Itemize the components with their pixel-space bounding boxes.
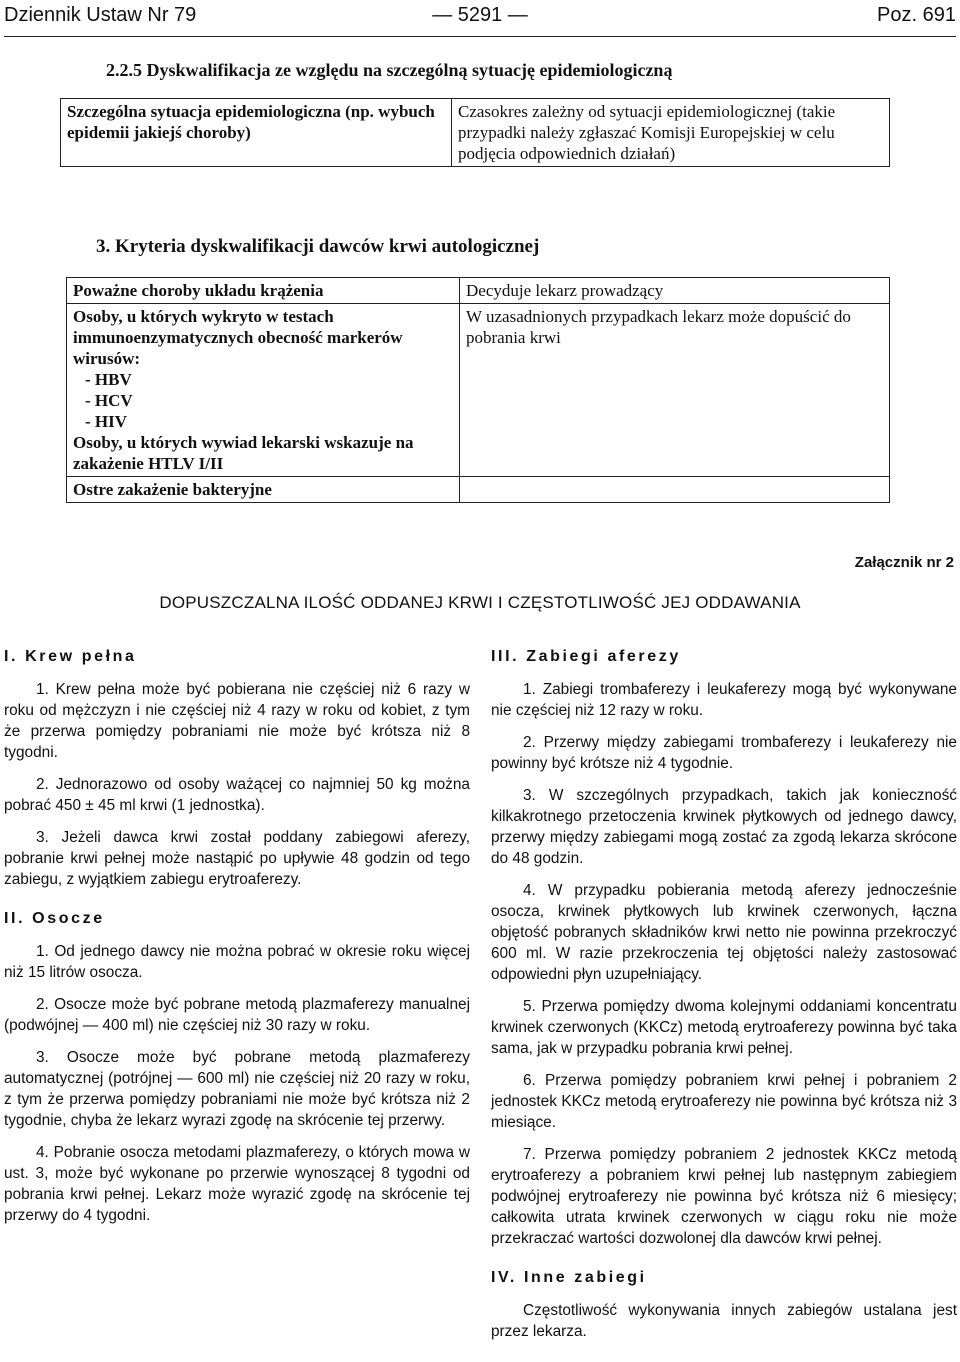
left-column (4, 646, 470, 1237)
table-cell: Szczególna sytuacja epidemiologiczna (np. wybuch epidemii jakiejś choroby) (61, 99, 452, 167)
table-cell: Poważne choroby układu krążenia (67, 278, 460, 304)
section-heading: I. Krew pełna (4, 648, 137, 665)
paragraph: 3. W szczególnych przypadkach, takich jak konieczność kilkakrotnego przetoczenia krwinek płytkowych od jednego dawcy, przerwy między zabiegami mogą zostać za zgodą lekarza skrócone do 48 godzin. (491, 787, 957, 867)
table-cell: Ostre zakażenie bakteryjne (67, 477, 460, 503)
paragraph: 2. Osocze może być pobrane metodą plazmaferezy manualnej (podwójnej — 400 ml) nie częściej niż 30 razy w roku. (4, 996, 470, 1034)
section-heading: II. Osocze (4, 910, 105, 927)
table-row (61, 99, 890, 167)
journal-name: Dziennik Ustaw Nr 79 (4, 4, 197, 26)
paragraph: 5. Przerwa pomiędzy dwoma kolejnymi oddaniami koncentratu krwinek czerwonych (KKCz) metodą erytroaferezy powinna być taka sama, jak w przypadku pobrania krwi pełnej. (491, 998, 957, 1057)
table-cell (67, 304, 460, 477)
table-row (67, 304, 890, 477)
section-3-title: 3. Kryteria dyskwalifikacji dawców krwi autologicznej (96, 236, 540, 257)
paragraph: 6. Przerwa pomiędzy pobraniem krwi pełnej i pobraniem 2 jednostek KKCz metodą erytroaferezy nie powinna być krótsza niż 3 miesiące. (491, 1072, 957, 1131)
paragraph: 3. Osocze może być pobrane metodą plazmaferezy automatycznej (potrójnej — 600 ml) nie częściej niż 20 razy w roku, z tym że przerwa pomiędzy pobraniami nie może być krótsza niż 2 tygodnie, chyba że lekarz wyrazi zgodę na skrócenie tej przerwy. (4, 1049, 470, 1129)
position-number: Poz. 691 (877, 4, 956, 26)
cell-line: Osoby, u których wywiad lekarski wskazuje na zakażenie HTLV I/II (73, 433, 414, 473)
table-cell: Decyduje lekarz prowadzący (460, 278, 890, 304)
paragraph: 2. Przerwy między zabiegami trombaferezy i leukaferezy nie powinny być krótsze niż 4 tygodnie. (491, 734, 957, 772)
section-heading: IV. Inne zabiegi (491, 1269, 647, 1286)
paragraph: 4. Pobranie osocza metodami plazmaferezy, o których mowa w ust. 3, może być wykonane po przerwie wynoszącej 8 tygodni od pobrania krwi pełnej. Lekarz może wyrazić zgodę na skrócenie tej przerwy do 4 tygodni. (4, 1144, 470, 1224)
page-number: — 5291 — (432, 4, 528, 26)
cell-line: - HIV (85, 412, 128, 431)
right-column (491, 646, 957, 1353)
cell-line: Osoby, u których wykryto w testach immunoenzymatycznych obecność markerów wirusów: (73, 307, 403, 368)
paragraph: 1. Od jednego dawcy nie można pobrać w okresie roku więcej niż 15 litrów osocza. (4, 943, 470, 981)
paragraph: Częstotliwość wykonywania innych zabiegów ustalana jest przez lekarza. (491, 1302, 957, 1340)
paragraph: 3. Jeżeli dawca krwi został poddany zabiegowi aferezy, pobranie krwi pełnej może nastąpić po upływie 48 godzin od tego zabiegu, z wyjątkiem zabiegu erytroaferezy. (4, 829, 470, 888)
paragraph: 7. Przerwa pomiędzy pobraniem 2 jednostek KKCz metodą erytroaferezy a pobraniem krwi pełnej lub następnym zabiegiem podwójnej erytroaferezy nie powinna być krótsza niż 6 miesięcy; całkowita utrata krwinek czerwonych w ciągu roku nie może przekraczać wartości dozwolonej dla dawców krwi pełnej. (491, 1146, 957, 1247)
header-rule (4, 36, 956, 37)
paragraph: 2. Jednorazowo od osoby ważącej co najmniej 50 kg można pobrać 450 ± 45 ml krwi (1 jednostka). (4, 776, 470, 814)
annex-label: Załącznik nr 2 (854, 554, 954, 571)
table-row (67, 278, 890, 304)
epidemiology-table (60, 98, 890, 167)
section-225-title: 2.2.5 Dyskwalifikacja ze względu na szczególną sytuację epidemiologiczną (106, 60, 673, 80)
table-row (67, 477, 890, 503)
paragraph: 4. W przypadku pobierania metodą aferezy jednocześnie osocza, krwinek płytkowych lub krwinek czerwonych, łączna objętość pobranych składników krwi netto nie powinna przekroczyć 600 ml. W razie przekroczenia tej objętości należy zastosować odpowiedni płyn uzupełniający. (491, 882, 957, 983)
paragraph: 1. Krew pełna może być pobierana nie częściej niż 6 razy w roku od mężczyzn i nie częściej niż 4 razy w roku od kobiet, z tym że przerwa pomiędzy pobraniami nie może być krótsza niż 8 tygodni. (4, 681, 470, 761)
paragraph: 1. Zabiegi trombaferezy i leukaferezy mogą być wykonywane nie częściej niż 12 razy w roku. (491, 681, 957, 719)
annex-title: DOPUSZCZALNA ILOŚĆ ODDANEJ KRWI I CZĘSTOTLIWOŚĆ JEJ ODDAWANIA (159, 593, 801, 612)
cell-line: - HBV (85, 370, 132, 389)
section-heading: III. Zabiegi aferezy (491, 648, 681, 665)
cell-line: - HCV (85, 391, 133, 410)
autologous-table (66, 277, 890, 503)
table-cell (460, 477, 890, 503)
page-header (4, 4, 956, 38)
table-cell: W uzasadnionych przypadkach lekarz może dopuścić do pobrania krwi (460, 304, 890, 477)
table-cell: Czasokres zależny od sytuacji epidemiologicznej (takie przypadki należy zgłaszać Komisji Europejskiej w celu podjęcia odpowiednich działań) (452, 99, 890, 167)
